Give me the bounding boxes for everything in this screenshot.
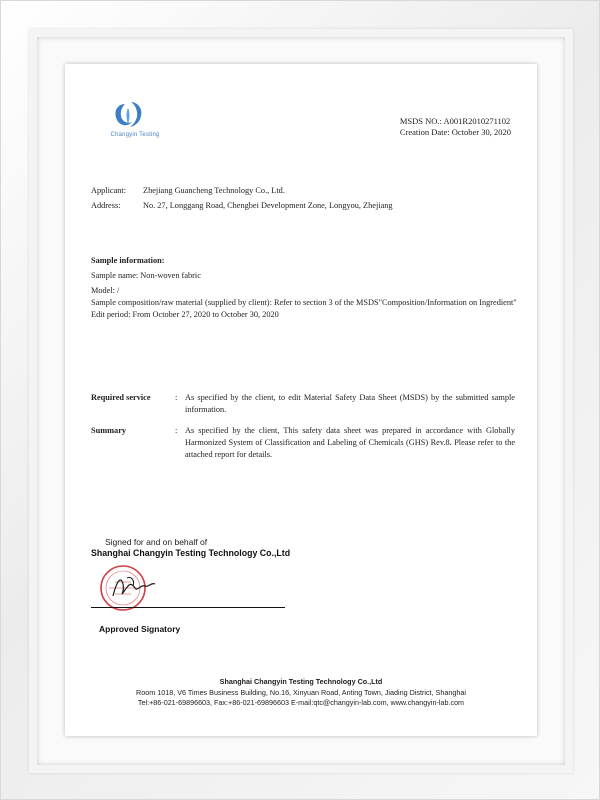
footer-company: Shanghai Changyin Testing Technology Co.,Ltd xyxy=(219,677,383,686)
sample-name: Sample name: Non-woven fabric xyxy=(91,271,201,280)
address-label: Address: xyxy=(91,201,121,210)
logo-text: Changyin Testing xyxy=(110,132,160,138)
sample-model: Model: / xyxy=(91,286,120,295)
approved-signatory: Approved Signatory xyxy=(99,624,181,634)
msds-header xyxy=(400,116,511,138)
signing-company: Shanghai Changyin Testing Technology Co.,Ltd xyxy=(91,548,291,558)
summary-value: As specified by the client, This safety data sheet was prepared in accordance with Globally Harmonized System of Classification and Labeling of Chemicals (GHS) Rev.8. Please refer to the attached report for details. xyxy=(185,426,515,459)
creation-date: Creation Date: October 30, 2020 xyxy=(399,127,511,137)
footer xyxy=(65,677,537,709)
changyin-logo-icon xyxy=(95,98,175,132)
address-value: No. 27, Longgang Road, Chengbei Development Zone, Longyou, Zhejiang xyxy=(143,201,393,210)
summary-label: Summary xyxy=(91,426,127,435)
edit-period: Edit period: From October 27, 2020 to October 30, 2020 xyxy=(91,310,279,319)
required-service-colon: : xyxy=(175,393,178,402)
summary-colon: : xyxy=(175,426,178,435)
required-service-label: Required service xyxy=(91,393,151,402)
footer-contact: Tel:+86-021-69896603, Fax:+86-021-69896603 E-mail:qtc@changyin-lab.com, www.changyin-lab.com xyxy=(137,698,465,707)
required-service-value: As specified by the client, to edit Material Safety Data Sheet (MSDS) by the submitted sample information. xyxy=(185,393,515,414)
msds-number: MSDS NO.: A001R2010271102 xyxy=(399,116,511,126)
sample-composition: Sample composition/raw material (supplied by client): Refer to section 3 of the MSDS"Composition/Information on Ingredient" xyxy=(91,298,517,307)
document-page xyxy=(65,64,537,736)
applicant-value: Zhejiang Guancheng Technology Co., Ltd. xyxy=(143,186,285,195)
signature-line xyxy=(91,607,285,608)
sample-heading: Sample information: xyxy=(91,256,165,265)
signed-for-text: Signed for and on behalf of xyxy=(105,537,208,547)
address-row xyxy=(91,200,393,211)
sample-information xyxy=(91,255,517,321)
applicant-label: Applicant: xyxy=(91,186,127,195)
footer-address: Room 1018, V6 Times Business Building, No.16, Xinyuan Road, Anting Town, Jiading District, Shanghai xyxy=(136,687,466,697)
company-logo xyxy=(95,98,165,144)
applicant-row xyxy=(91,185,285,196)
